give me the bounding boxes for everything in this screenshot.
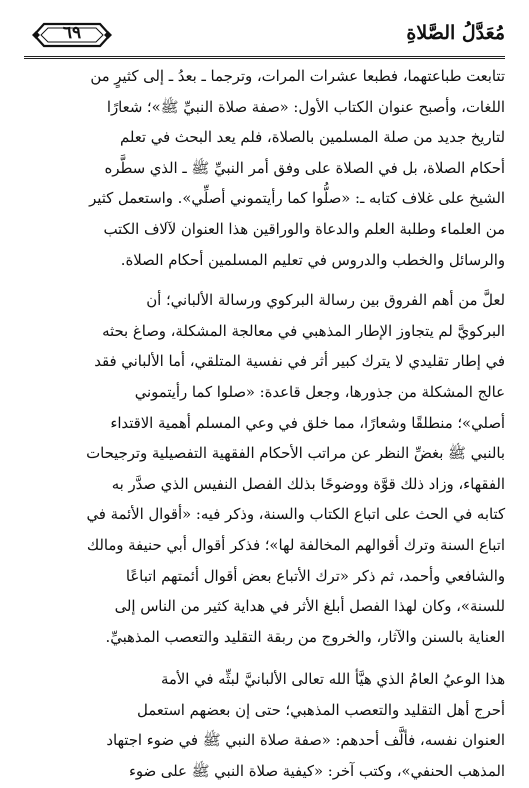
text-line: البركويَّ لم يتجاوز الإطار المذهبي في معالجة المشكلة، وصاغ بحثه bbox=[102, 322, 505, 340]
text-line: لتاريخ جديد من صلة المسلمين بالصلاة، فلم يعد البحث في تعلم bbox=[119, 129, 505, 147]
text-line: الشيخ على غلاف كتابه ـ: «صلُّوا كما رأيتموني أصلِّي». واستعمل كثير bbox=[89, 190, 505, 208]
page-header bbox=[24, 14, 505, 60]
page-number-badge bbox=[30, 20, 114, 50]
running-title: مُعَدَّلُ الصَّلاةِ bbox=[406, 22, 505, 44]
text-line: اتباع السنة وترك أقوالهم المخالفة لها»؛ فذكر أقوال أبي حنيفة ومالك bbox=[86, 536, 505, 554]
text-line: العنوان نفسه، فألَّف أحدهم: «صفة صلاة النبي ﷺ في ضوء اجتهاد bbox=[106, 732, 505, 750]
text-line: هذا الوعيُ العامُ الذي هيَّأ الله تعالى الألبانيَّ لبثِّه في الأمة bbox=[160, 671, 505, 689]
text-line: الفقهاء، وزاد ذلك قوَّة ووضوحًا بذلك الفصل النفيس الذي صدَّر به bbox=[111, 475, 505, 493]
text-line: والرسائل والخطب والدروس في تعليم المسلمين أحكام الصلاة. bbox=[120, 251, 505, 269]
header-rule bbox=[24, 56, 505, 59]
text-line: تتابعت طباعتهما، فطبعا عشرات المرات، وترجما ـ بعدُ ـ إلى كثيرٍ من bbox=[90, 68, 505, 85]
paragraph-gap bbox=[40, 653, 505, 665]
text-line: للسنة»، وكان لهذا الفصل أبلغ الأثر في هداية كثير من الناس إلى bbox=[114, 598, 505, 616]
body-text bbox=[40, 62, 505, 788]
text-line: أصلي»؛ منطلقًا وشعارًا، مما خلق في وعي المسلم أهمية الاقتداء bbox=[110, 414, 505, 432]
paragraph-1 bbox=[40, 62, 505, 276]
text-line: في إطار تقليدي لا يترك كبير أثر في نفسية المتلقي، أما الألباني فقد bbox=[94, 353, 505, 371]
text-line: اللغات، وأصبح عنوان الكتاب الأول: «صفة صلاة النبيِّ ﷺ»؛ شعارًا bbox=[106, 98, 505, 116]
text-line: أحكام الصلاة، بل في الصلاة على وفق أمر النبيِّ ﷺ ـ الذي سطَّره bbox=[104, 159, 505, 177]
paragraph-gap bbox=[40, 276, 505, 286]
text-line: العناية بالسنن والآثار، والخروج من ربقة التقليد والتعصب المذهبيِّ. bbox=[105, 628, 505, 646]
text-line: كتابه في الحث على اتباع الكتاب والسنة، وذكر فيه: «أقوال الأئمة في bbox=[86, 506, 505, 524]
text-line: أحرج أهل التقليد والتعصب المذهبي؛ حتى إن بعضهم استعمل bbox=[137, 701, 505, 719]
text-line: بالنبي ﷺ بغضِّ النظر عن مراتب الأحكام الفقهية التفصيلية وترجيحات bbox=[86, 445, 505, 463]
paragraph-2 bbox=[40, 286, 505, 653]
text-line: والشافعي وأحمد، ثم ذكر «ترك الأتباع بعض أقوال أئمتهم اتباعًا bbox=[125, 567, 505, 585]
text-line: المذهب الحنفي»، وكتب آخر: «كيفية صلاة النبي ﷺ على ضوء bbox=[128, 763, 505, 781]
paragraph-3 bbox=[40, 665, 505, 787]
text-line: من العلماء وطلبة العلم والدعاة والوراقين هذا العنوان لآلاف الكتب bbox=[103, 220, 505, 238]
page-number: ٦٩ bbox=[62, 23, 82, 43]
text-line: عالج المشكلة من جذورها، وجعل قاعدة: «صلوا كما رأيتموني bbox=[134, 383, 505, 401]
text-line: لعلَّ من أهم الفروق بين رسالة البركوي ورسالة الألباني؛ أن bbox=[146, 292, 505, 310]
